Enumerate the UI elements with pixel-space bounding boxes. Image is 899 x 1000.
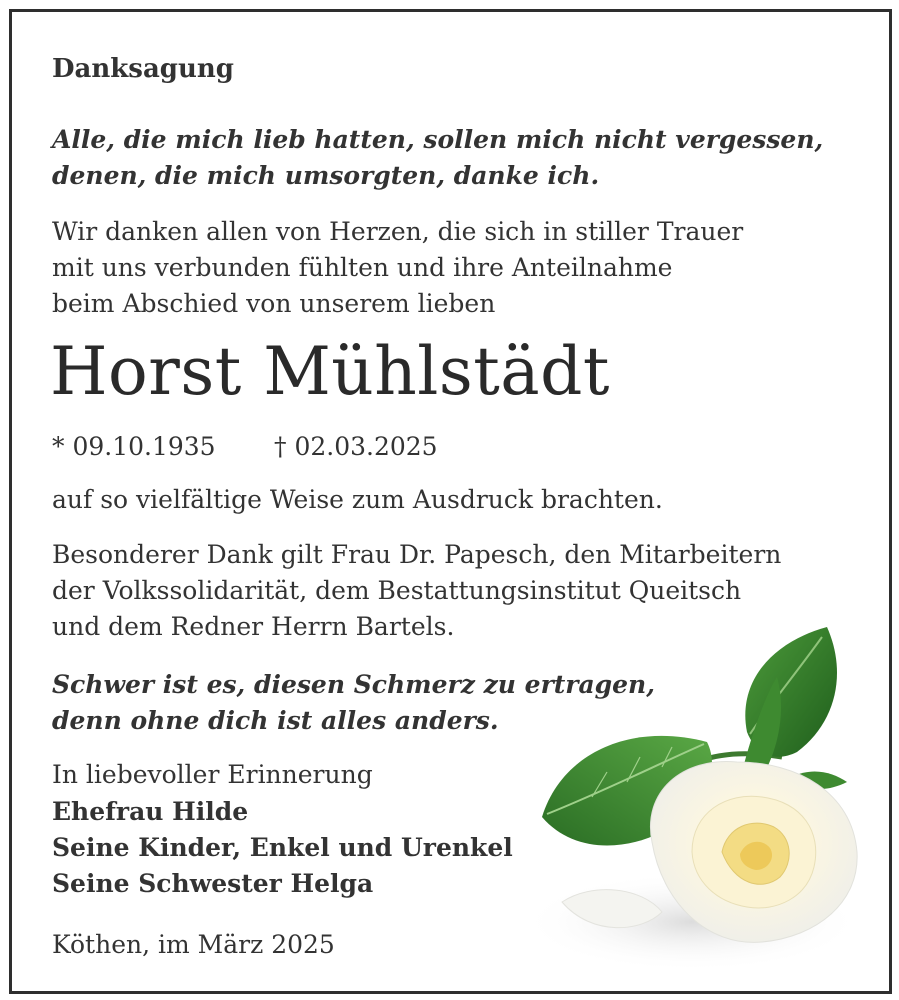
text-line: Besonderer Dank gilt Frau Dr. Papesch, den Mitarbeitern <box>52 540 782 569</box>
text-line: beim Abschied von unserem lieben <box>52 289 496 318</box>
text-line: Wir danken allen von Herzen, die sich in stiller Trauer <box>52 217 744 246</box>
quote-line: denen, die mich umsorgten, danke ich. <box>52 161 600 190</box>
place-date: Köthen, im März 2025 <box>52 930 335 959</box>
deceased-name: Horst Mühlstädt <box>50 333 610 410</box>
text-line: und dem Redner Herrn Bartels. <box>52 612 455 641</box>
opening-quote <box>52 122 823 194</box>
notice-heading: Danksagung <box>52 54 234 84</box>
signature-intro: In liebevoller Erinnerung <box>52 760 373 789</box>
quote-line: denn ohne dich ist alles anders. <box>52 706 499 735</box>
thanks-continued: auf so vielfältige Weise zum Ausdruck brachten. <box>52 485 663 514</box>
text-line: der Volkssolidarität, dem Bestattungsinstitut Queitsch <box>52 576 742 605</box>
quote-line: Schwer ist es, diesen Schmerz zu ertragen, <box>52 670 655 699</box>
birth-date: * 09.10.1935 <box>52 432 216 461</box>
signatory: Seine Schwester Helga <box>52 869 374 898</box>
quote-line: Alle, die mich lieb hatten, sollen mich nicht vergessen, <box>52 125 824 154</box>
obituary-notice <box>9 9 892 994</box>
thanks-intro <box>52 214 743 322</box>
death-date: † 02.03.2025 <box>274 432 438 461</box>
white-rose-image <box>522 602 882 982</box>
text-line: mit uns verbunden fühlten und ihre Anteilnahme <box>52 253 673 282</box>
signatories <box>52 794 513 902</box>
signatory: Seine Kinder, Enkel und Urenkel <box>52 833 513 862</box>
signatory: Ehefrau Hilde <box>52 797 249 826</box>
